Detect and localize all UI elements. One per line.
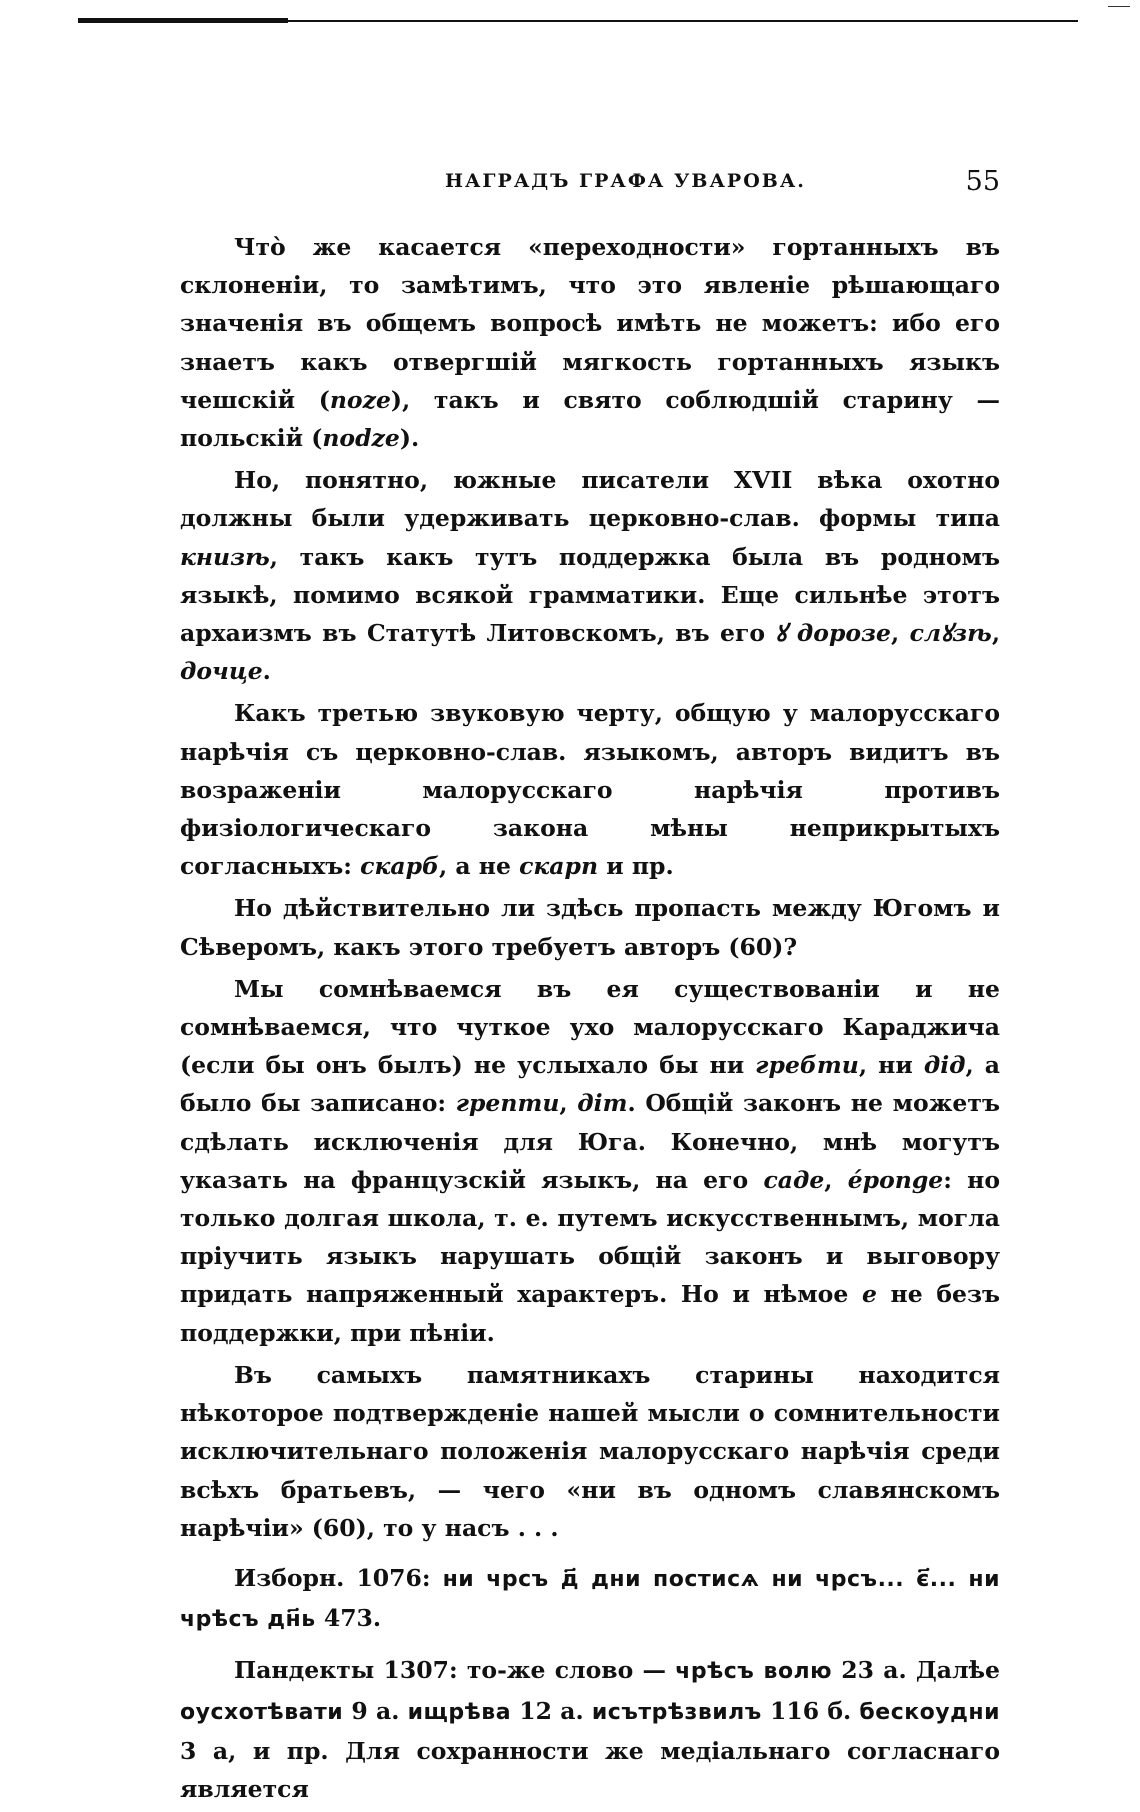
text-run: ,	[824, 1165, 848, 1194]
page-header	[180, 166, 1000, 202]
church-slavonic-quote: чрѣсъ волю	[675, 1659, 833, 1685]
paragraph	[180, 461, 1000, 690]
text-run: Но, понятно, южные писатели XVII вѣка охотно должны были удерживать церковно-слав. формы типа	[180, 466, 1000, 533]
paragraph	[180, 228, 1000, 457]
text-run: , а не	[438, 852, 520, 881]
italic-word: саде	[763, 1165, 825, 1194]
paragraph	[180, 1651, 1000, 1808]
text-run: ,	[891, 619, 910, 648]
italic-word: книзѣ	[180, 542, 270, 571]
italic-word: дід	[923, 1051, 966, 1080]
text-run: , такъ какъ тутъ поддержка была въ родномъ языкѣ, помимо всякой грамматики. Еще сильнѣе этотъ архаизмъ въ Статутѣ Литовскомъ, въ его	[180, 542, 1000, 648]
italic-word: noze	[329, 385, 391, 414]
italic-word: слꙋзѣ	[909, 619, 992, 648]
text-run: 3 а, и пр. Для сохранности же медіальнаго согласнаго является	[180, 1736, 1000, 1803]
paragraph	[180, 1356, 1000, 1547]
top-rule-thick	[78, 18, 288, 23]
church-slavonic-quote: бескоудни	[859, 1699, 1000, 1725]
text-body	[180, 228, 1000, 1812]
page-number: 55	[965, 166, 1000, 197]
italic-word: nodze	[322, 424, 400, 453]
church-slavonic-quote: исътрѣзвилъ	[591, 1699, 762, 1725]
text-run: ,	[559, 1089, 578, 1118]
italic-word: скарп	[519, 852, 599, 881]
italic-word: ꙋ дорозе	[775, 619, 892, 648]
text-run: Изборн. 1076:	[234, 1563, 443, 1592]
text-run: не безъ поддержки, при пѣніи.	[180, 1280, 1000, 1347]
church-slavonic-quote: ищрѣва	[407, 1699, 512, 1725]
text-run: . Общій законъ не можетъ сдѣлать исключенія для Юга. Конечно, мнѣ могутъ указать на французскій языкъ, на его	[180, 1089, 1000, 1194]
text-run: ), такъ и свято соблюдшій старину — польскій (	[180, 385, 1000, 453]
text-run: Мы сомнѣваемся въ ея существованіи и не сомнѣваемся, что чуткое ухо малорусскаго Караджича (если бы онъ былъ) не услыхало бы ни	[180, 974, 1000, 1080]
text-run: и пр.	[598, 852, 674, 881]
italic-word: гребти	[755, 1051, 859, 1080]
paragraph	[180, 970, 1000, 1352]
corner-mark	[1108, 6, 1130, 7]
text-run: Какъ третью звуковую черту, общую у малорусскаго нарѣчія съ церковно-слав. языкомъ, авторъ видитъ въ возраженіи малорусскаго нарѣчія противъ физіологическаго закона мѣны неприкрытыхъ согласныхъ:	[180, 699, 1000, 881]
text-run: 12 а.	[511, 1696, 592, 1725]
text-run: Въ самыхъ памятникахъ старины находится нѣкоторое подтвержденіе нашей мысли о сомнительности исключительнаго положенія малорусскаго нарѣчія среди всѣхъ братьевъ, — чего «ни въ одномъ славянскомъ нарѣчіи» (60), то у насъ . . .	[180, 1360, 1000, 1542]
text-run: Но дѣйствительно ли здѣсь пропасть между Югомъ и Сѣверомъ, какъ этого требуетъ авторъ (60)?	[180, 894, 1000, 961]
text-run: .	[262, 657, 271, 686]
text-run: 9 а.	[343, 1696, 408, 1725]
running-title: НАГРАДЪ ГРАФА УВАРОВА.	[445, 170, 806, 192]
italic-word: éponge	[847, 1165, 944, 1194]
text-run: 473.	[315, 1604, 382, 1633]
text-run: ).	[399, 424, 420, 453]
text-run: 116 б.	[761, 1696, 860, 1725]
top-rule	[78, 14, 1078, 24]
italic-word: скарб	[360, 852, 439, 881]
text-run: : но только долгая школа, т. е. путемъ искусственнымъ, могла пріучить языкъ нарушать общій законъ и выговору придать напряженный характеръ. Но и нѣмое	[180, 1165, 1000, 1309]
church-slavonic-quote: оусхотѣвати	[180, 1699, 344, 1725]
church-slavonic-quote: ни чрсъ д҃ дни постисѧ ни чрсъ... є҃... ни чрѣсъ дн҃ь	[180, 1566, 1000, 1633]
text-run: 23 а. Далѣе	[832, 1656, 1001, 1685]
italic-word: діт	[577, 1089, 628, 1118]
text-run: , ни	[858, 1051, 924, 1080]
text-run: ,	[991, 619, 1000, 648]
text-run: Пандекты 1307: то-же слово —	[234, 1656, 676, 1685]
italic-word: е	[861, 1280, 877, 1309]
text-run: , а было бы записано:	[180, 1051, 1000, 1118]
paragraph	[180, 889, 1000, 965]
paragraph	[180, 1559, 1000, 1639]
italic-word: грепти	[455, 1089, 560, 1118]
paragraph	[180, 694, 1000, 885]
text-run: Что̀ же касается «переходности» гортанныхъ въ склоненіи, то замѣтимъ, что это явленіе рѣшающаго значенія въ общемъ вопросѣ имѣть не можетъ: ибо его знаетъ какъ отвергшій мягкость гортанныхъ языкъ чешскій (	[180, 233, 1000, 414]
italic-word: дочце	[180, 657, 263, 686]
